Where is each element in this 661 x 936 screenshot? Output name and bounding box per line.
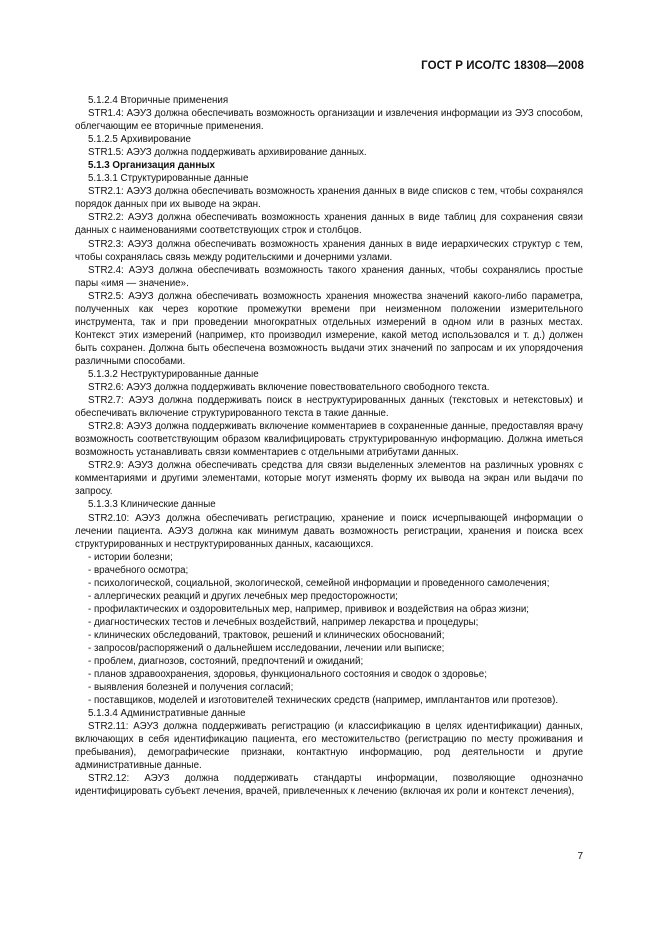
list-item: - диагностических тестов и лечебных воздействий, например лекарства и процедуры; — [88, 616, 479, 628]
list-item: - истории болезни; — [88, 551, 173, 563]
section-heading: 5.1.3.1 Структурированные данные — [88, 173, 249, 185]
paragraph: STR2.3: АЭУЗ должна обеспечивать возможность хранения данных в виде иерархических структур с тем, чтобы сохранялась связь между родительскими и дочерними узлами. — [75, 238, 583, 263]
section-heading: 5.1.3.4 Административные данные — [88, 708, 246, 720]
paragraph: STR2.4: АЭУЗ должна обеспечивать возможность такого хранения данных, чтобы сохранялись простые пары «имя — значение». — [75, 264, 583, 289]
paragraph: STR1.4: АЭУЗ должна обеспечивать возможность организации и извлечения информации из ЭУЗ способом, облегчающим ее вторичные применения. — [75, 108, 583, 133]
list-item: - врачебного осмотра; — [88, 564, 189, 576]
paragraph: STR2.6: АЭУЗ должна поддерживать включение повествовательного свободного текста. — [88, 382, 490, 394]
paragraph: STR2.11: АЭУЗ должна поддерживать регистрацию (и классификацию в целях идентификации) данных, включающих в себя идентификацию пациента, его местожительство (регистрацию по месту проживания и пребывания), демографические признаки, контактную информацию, род деятельности и другие административные данные. — [75, 721, 583, 772]
paragraph: STR1.5: АЭУЗ должна поддерживать архивирование данных. — [88, 147, 367, 159]
list-item: - выявления болезней и получения согласий; — [88, 682, 294, 694]
paragraph: STR2.1: АЭУЗ должна обеспечивать возможность хранения данных в виде списков с тем, чтобы сохранялся порядок данных при их выводе на экран. — [75, 186, 583, 211]
paragraph: STR2.12: АЭУЗ должна поддерживать стандарты информации, позволяющие однозначно идентифицировать субъект лечения, врачей, привлеченных к лечению (включая их роли и контекст лечения), — [75, 773, 583, 798]
document-body — [75, 94, 583, 799]
list-item: - профилактических и оздоровительных мер, например, прививок и воздействия на образ жизни; — [88, 603, 529, 615]
section-heading: 5.1.2.4 Вторичные применения — [88, 95, 229, 106]
paragraph: STR2.2: АЭУЗ должна обеспечивать возможность хранения данных в виде таблиц для сохранения связи данных с наименованиями соответствующих строк и столбцов. — [75, 212, 583, 237]
list-item: - психологической, социальной, экологической, семейной информации и проведенного самолечения; — [88, 577, 550, 589]
paragraph: STR2.5: АЭУЗ должна обеспечивать возможность хранения множества значений какого-либо параметра, полученных как через короткие промежутки времени при неизменном положении измерительного инструмента, так и при проведении многократных отдельных измерений в одном или в разных местах. Контекст этих измерений (например, кто производил измерение, какой метод использовался и т. д.) должен быть сохранен. Должна быть обеспечена возможность выдачи этих значений по запросам и их упорядочения различными способами. — [75, 290, 583, 367]
page-number: 7 — [577, 851, 583, 862]
list-item: - проблем, диагнозов, состояний, предпочтений и ожиданий; — [88, 656, 364, 668]
list-item: - клинических обследований, трактовок, решений и клинических обоснований; — [88, 629, 445, 641]
paragraph: STR2.7: АЭУЗ должна поддерживать поиск в неструктурированных данных (текстовых и нетекстовых) и обеспечивать включение структурированного текста в такие данные. — [75, 395, 583, 420]
section-heading: 5.1.2.5 Архивирование — [88, 134, 191, 146]
paragraph: STR2.8: АЭУЗ должна поддерживать включение комментариев в сохраненные данные, предоставляя врачу возможность соответствующим образом квалифицировать структурированную информацию. Должна иметься возможность устанавливать связи комментариев с отдельными атрибутами данных. — [75, 421, 583, 459]
document-header: ГОСТ Р ИСО/ТС 18308—2008 — [421, 60, 584, 72]
list-item: - запросов/распоряжений о дальнейшем исследовании, лечении или выписке; — [88, 642, 445, 654]
list-item: - планов здравоохранения, здоровья, функционального состояния и сводок о здоровье; — [88, 669, 487, 681]
section-heading: 5.1.3.3 Клинические данные — [88, 499, 216, 511]
list-item: - аллергических реакций и других лечебных мер предосторожности; — [88, 590, 398, 602]
section-heading: 5.1.3.2 Неструктурированные данные — [88, 368, 259, 380]
paragraph: STR2.9: АЭУЗ должна обеспечивать средства для связи выделенных элементов на различных уровнях с комментариями и другими элементами, которые могут изменять форму их вывода на экран или выдачи по запросу. — [75, 460, 583, 498]
list-item: - поставщиков, моделей и изготовителей технических средств (например, имплантантов или протезов). — [88, 695, 559, 707]
section-heading: 5.1.3 Организация данных — [88, 160, 215, 172]
paragraph: STR2.10: АЭУЗ должна обеспечивать регистрацию, хранение и поиск исчерпывающей информации о лечении пациента. АЭУЗ должна как минимум давать возможность регистрации, хранения и поиска всех структурированных и неструктурированных данных, касающихся. — [75, 512, 583, 550]
